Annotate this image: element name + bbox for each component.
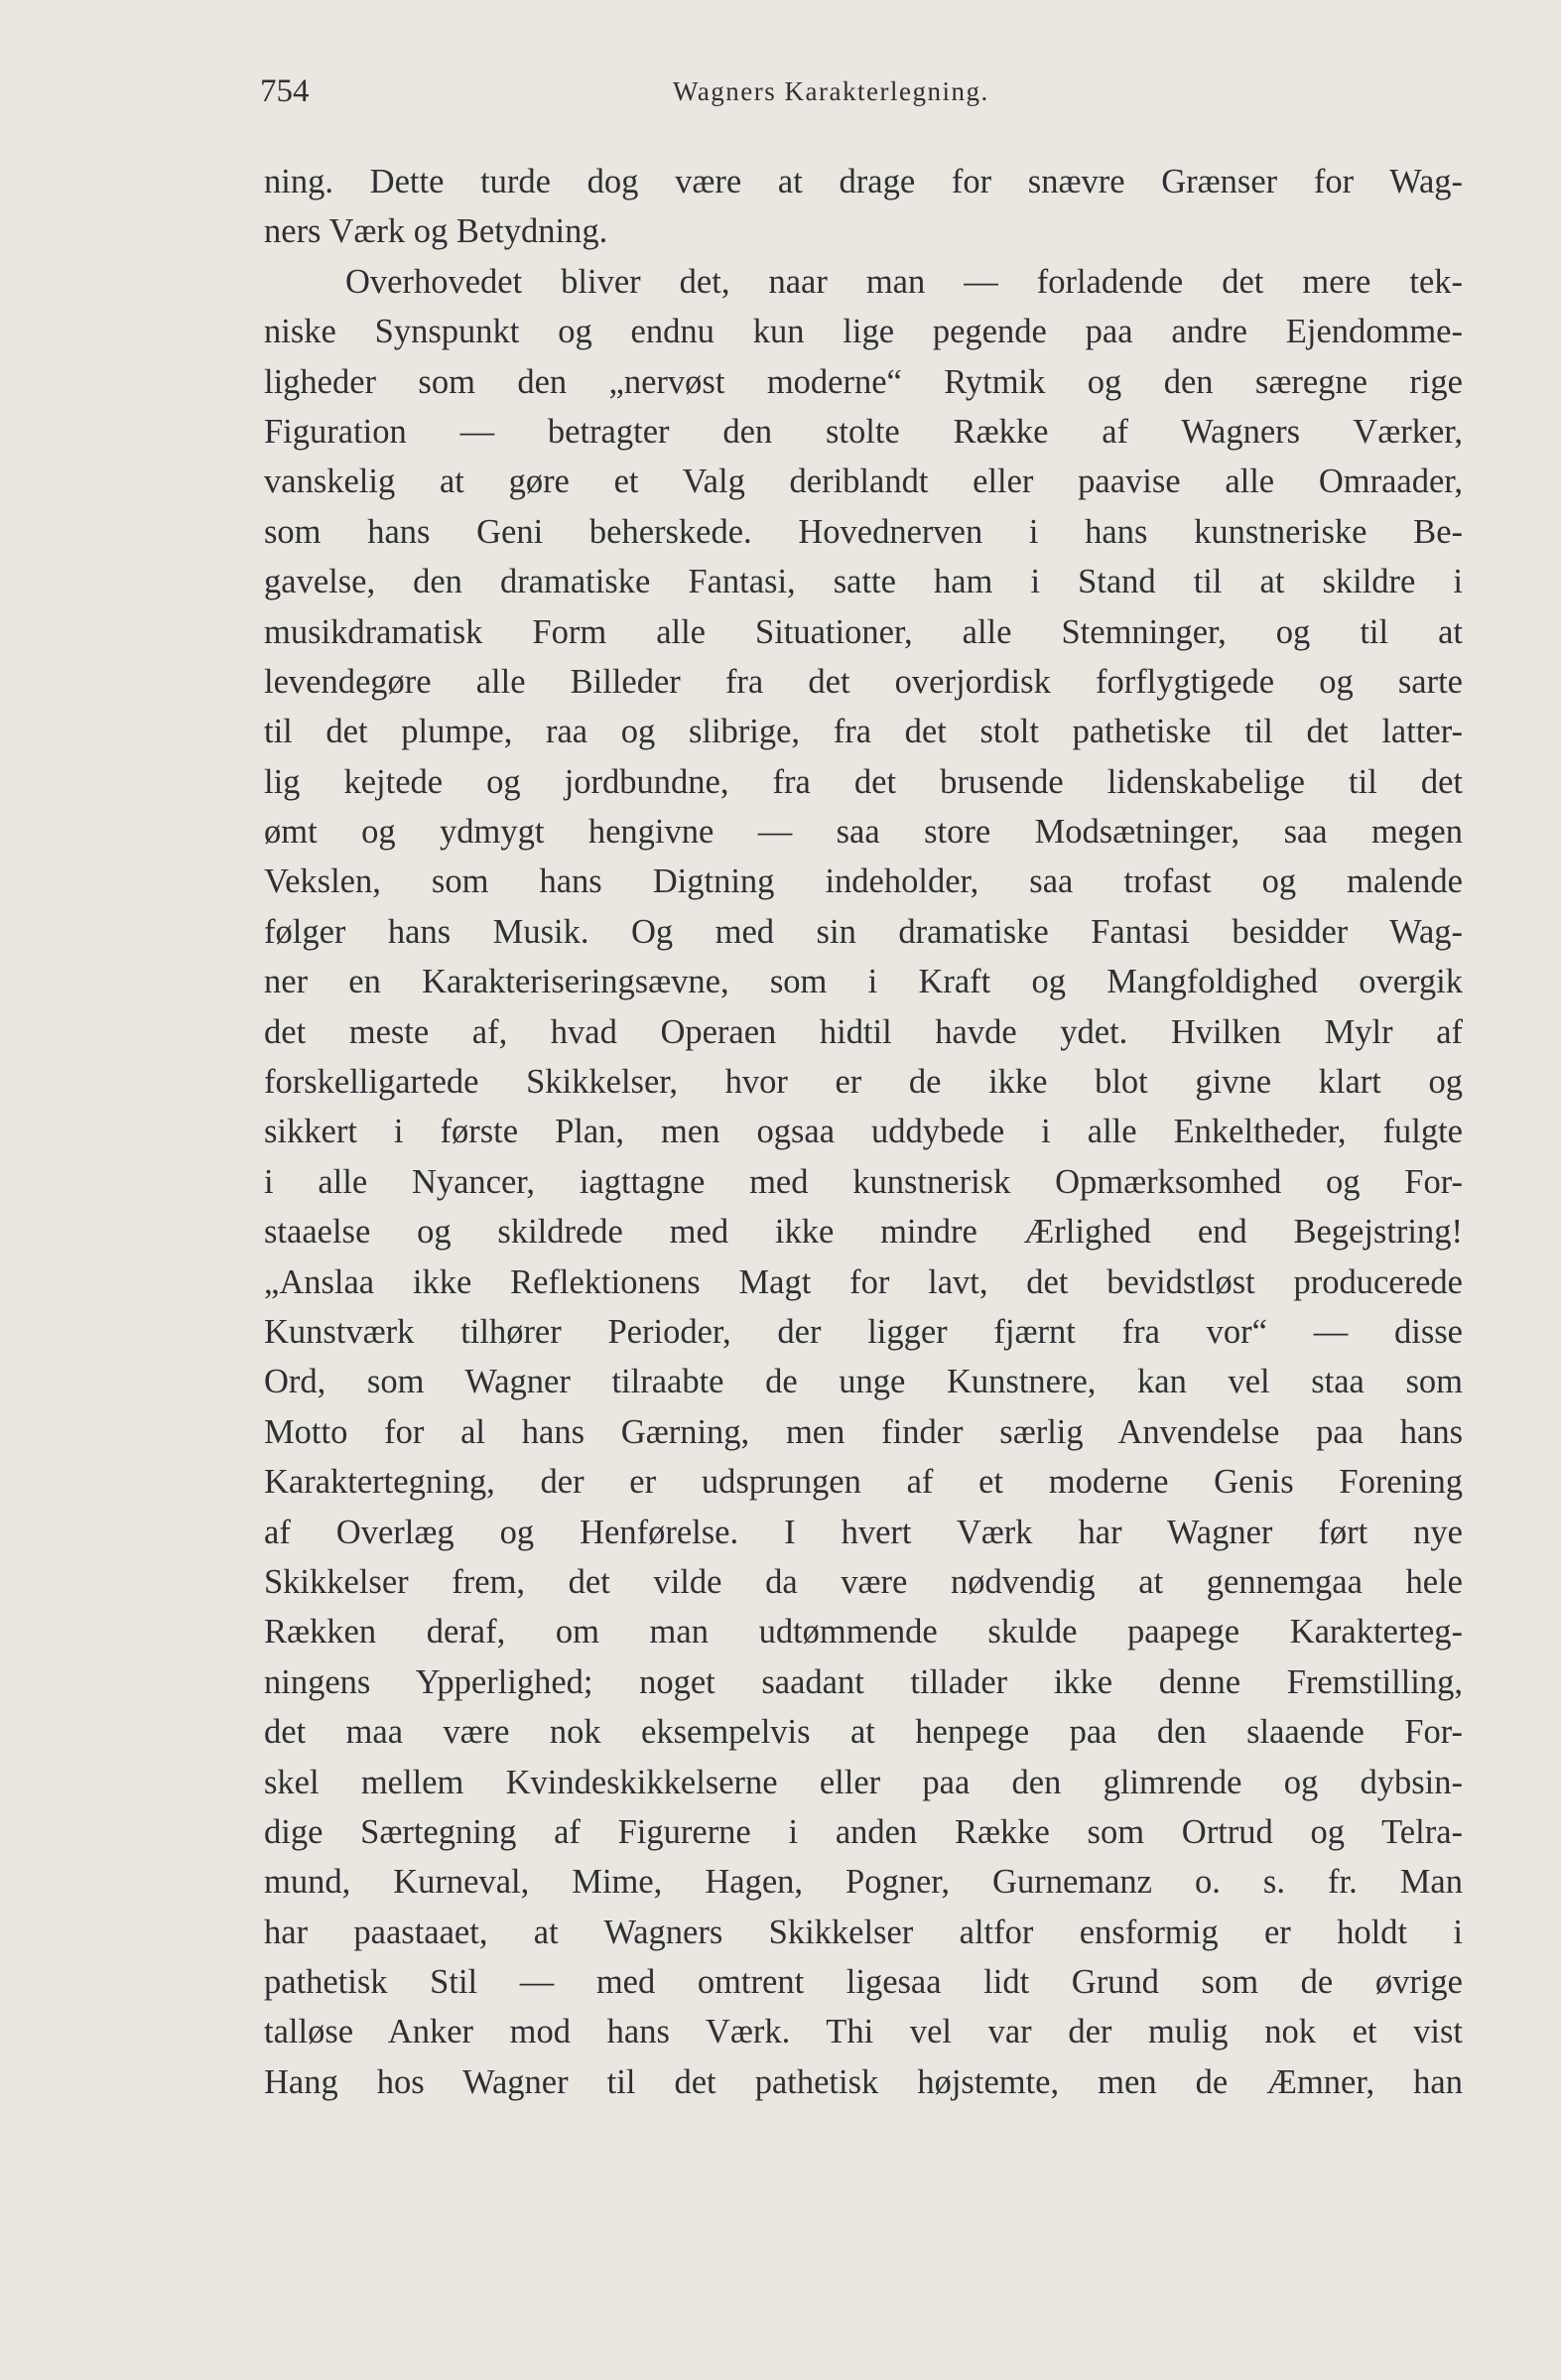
- text-line: Motto for al hans Gærning, men finder særlig Anvendelse paa hans: [264, 1412, 1463, 1451]
- text-line: Figuration — betragter den stolte Række af Wagners Værker,: [264, 412, 1463, 451]
- text-line: staaelse og skildrede med ikke mindre Ærlighed end Begejstring!: [264, 1213, 1463, 1252]
- text-line: Hang hos Wagner til det pathetisk højstemte, men de Æmner, han: [264, 2062, 1463, 2101]
- text-line: ømt og ydmygt hengivne — saa store Modsætninger, saa megen: [264, 813, 1463, 852]
- text-line: niske Synspunkt og endnu kun lige pegende paa andre Ejendomme-: [264, 313, 1463, 351]
- text-line: ners Værk og Betydning.: [264, 212, 608, 251]
- text-line: har paastaaet, at Wagners Skikkelser altfor ensformig er holdt i: [264, 1913, 1463, 1951]
- body-text: [264, 157, 1463, 2107]
- text-line: ning. Dette turde dog være at drage for snævre Grænser for Wag-: [264, 163, 1463, 200]
- text-line: Kunstværk tilhører Perioder, der ligger fjærnt fra vor“ — disse: [264, 1312, 1463, 1351]
- text-line: sikkert i første Plan, men ogsaa uddybede i alle Enkeltheder, fulgte: [264, 1113, 1463, 1151]
- text-line: Karaktertegning, der er udsprungen af et moderne Genis Forening: [264, 1463, 1463, 1502]
- running-title: Wagners Karakterlegning.: [673, 76, 989, 106]
- text-line: lig kejtede og jordbundne, fra det brusende lidenskabelige til det: [264, 762, 1463, 801]
- text-line: det maa være nok eksempelvis at henpege paa den slaaende For-: [264, 1713, 1463, 1752]
- text-line: Vekslen, som hans Digtning indeholder, saa trofast og malende: [264, 862, 1463, 901]
- text-line: i alle Nyancer, iagttagne med kunstnerisk Opmærksomhed og For-: [264, 1162, 1463, 1201]
- text-line: følger hans Musik. Og med sin dramatiske Fantasi besidder Wag-: [264, 912, 1463, 951]
- text-line: dige Særtegning af Figurerne i anden Række som Ortrud og Telra-: [264, 1812, 1463, 1851]
- text-line: pathetisk Stil — med omtrent ligesaa lidt Grund som de øvrige: [264, 1963, 1463, 2002]
- text-line: levendegøre alle Billeder fra det overjordisk forflygtigede og sarte: [264, 662, 1463, 701]
- text-line: til det plumpe, raa og slibrige, fra det stolt pathetiske til det latter-: [264, 713, 1463, 751]
- text-line: skel mellem Kvindeskikkelserne eller paa den glimrende og dybsin-: [264, 1763, 1463, 1801]
- text-line: som hans Geni beherskede. Hovednerven i hans kunstneriske Be-: [264, 512, 1463, 551]
- text-line: „Anslaa ikke Reflektionens Magt for lavt, det bevidstløst producerede: [264, 1262, 1463, 1301]
- text-line: vanskelig at gøre et Valg deriblandt eller paavise alle Omraader,: [264, 463, 1463, 501]
- text-line: mund, Kurneval, Mime, Hagen, Pogner, Gurnemanz o. s. fr. Man: [264, 1863, 1463, 1902]
- text-line: musikdramatisk Form alle Situationer, alle Stemninger, og til at: [264, 612, 1463, 651]
- text-line: ner en Karakteriseringsævne, som i Kraft og Mangfoldighed overgik: [264, 963, 1463, 1001]
- text-line: Rækken deraf, om man udtømmende skulde paapege Karakterteg-: [264, 1613, 1463, 1652]
- page-number: 754: [260, 73, 310, 109]
- text-line: det meste af, hvad Operaen hidtil havde ydet. Hvilken Mylr af: [264, 1012, 1463, 1051]
- text-line: ligheder som den „nervøst moderne“ Rytmik og den særegne rige: [264, 362, 1463, 401]
- text-line: ningens Ypperlighed; noget saadant tillader ikke denne Fremstilling,: [264, 1662, 1463, 1701]
- text-line: forskelligartede Skikkelser, hvor er de ikke blot givne klart og: [264, 1063, 1463, 1102]
- text-line: Overhovedet bliver det, naar man — forladende det mere tek-: [345, 262, 1463, 301]
- text-line: Skikkelser frem, det vilde da være nødvendig at gennemgaa hele: [264, 1562, 1463, 1601]
- text-line: Ord, som Wagner tilraabte de unge Kunstnere, kan vel staa som: [264, 1363, 1463, 1401]
- text-line: talløse Anker mod hans Værk. Thi vel var der mulig nok et vist: [264, 2013, 1463, 2051]
- text-line: af Overlæg og Henførelse. I hvert Værk har Wagner ført nye: [264, 1513, 1463, 1551]
- text-line: gavelse, den dramatiske Fantasi, satte ham i Stand til at skildre i: [264, 563, 1463, 601]
- running-head: [260, 71, 1464, 111]
